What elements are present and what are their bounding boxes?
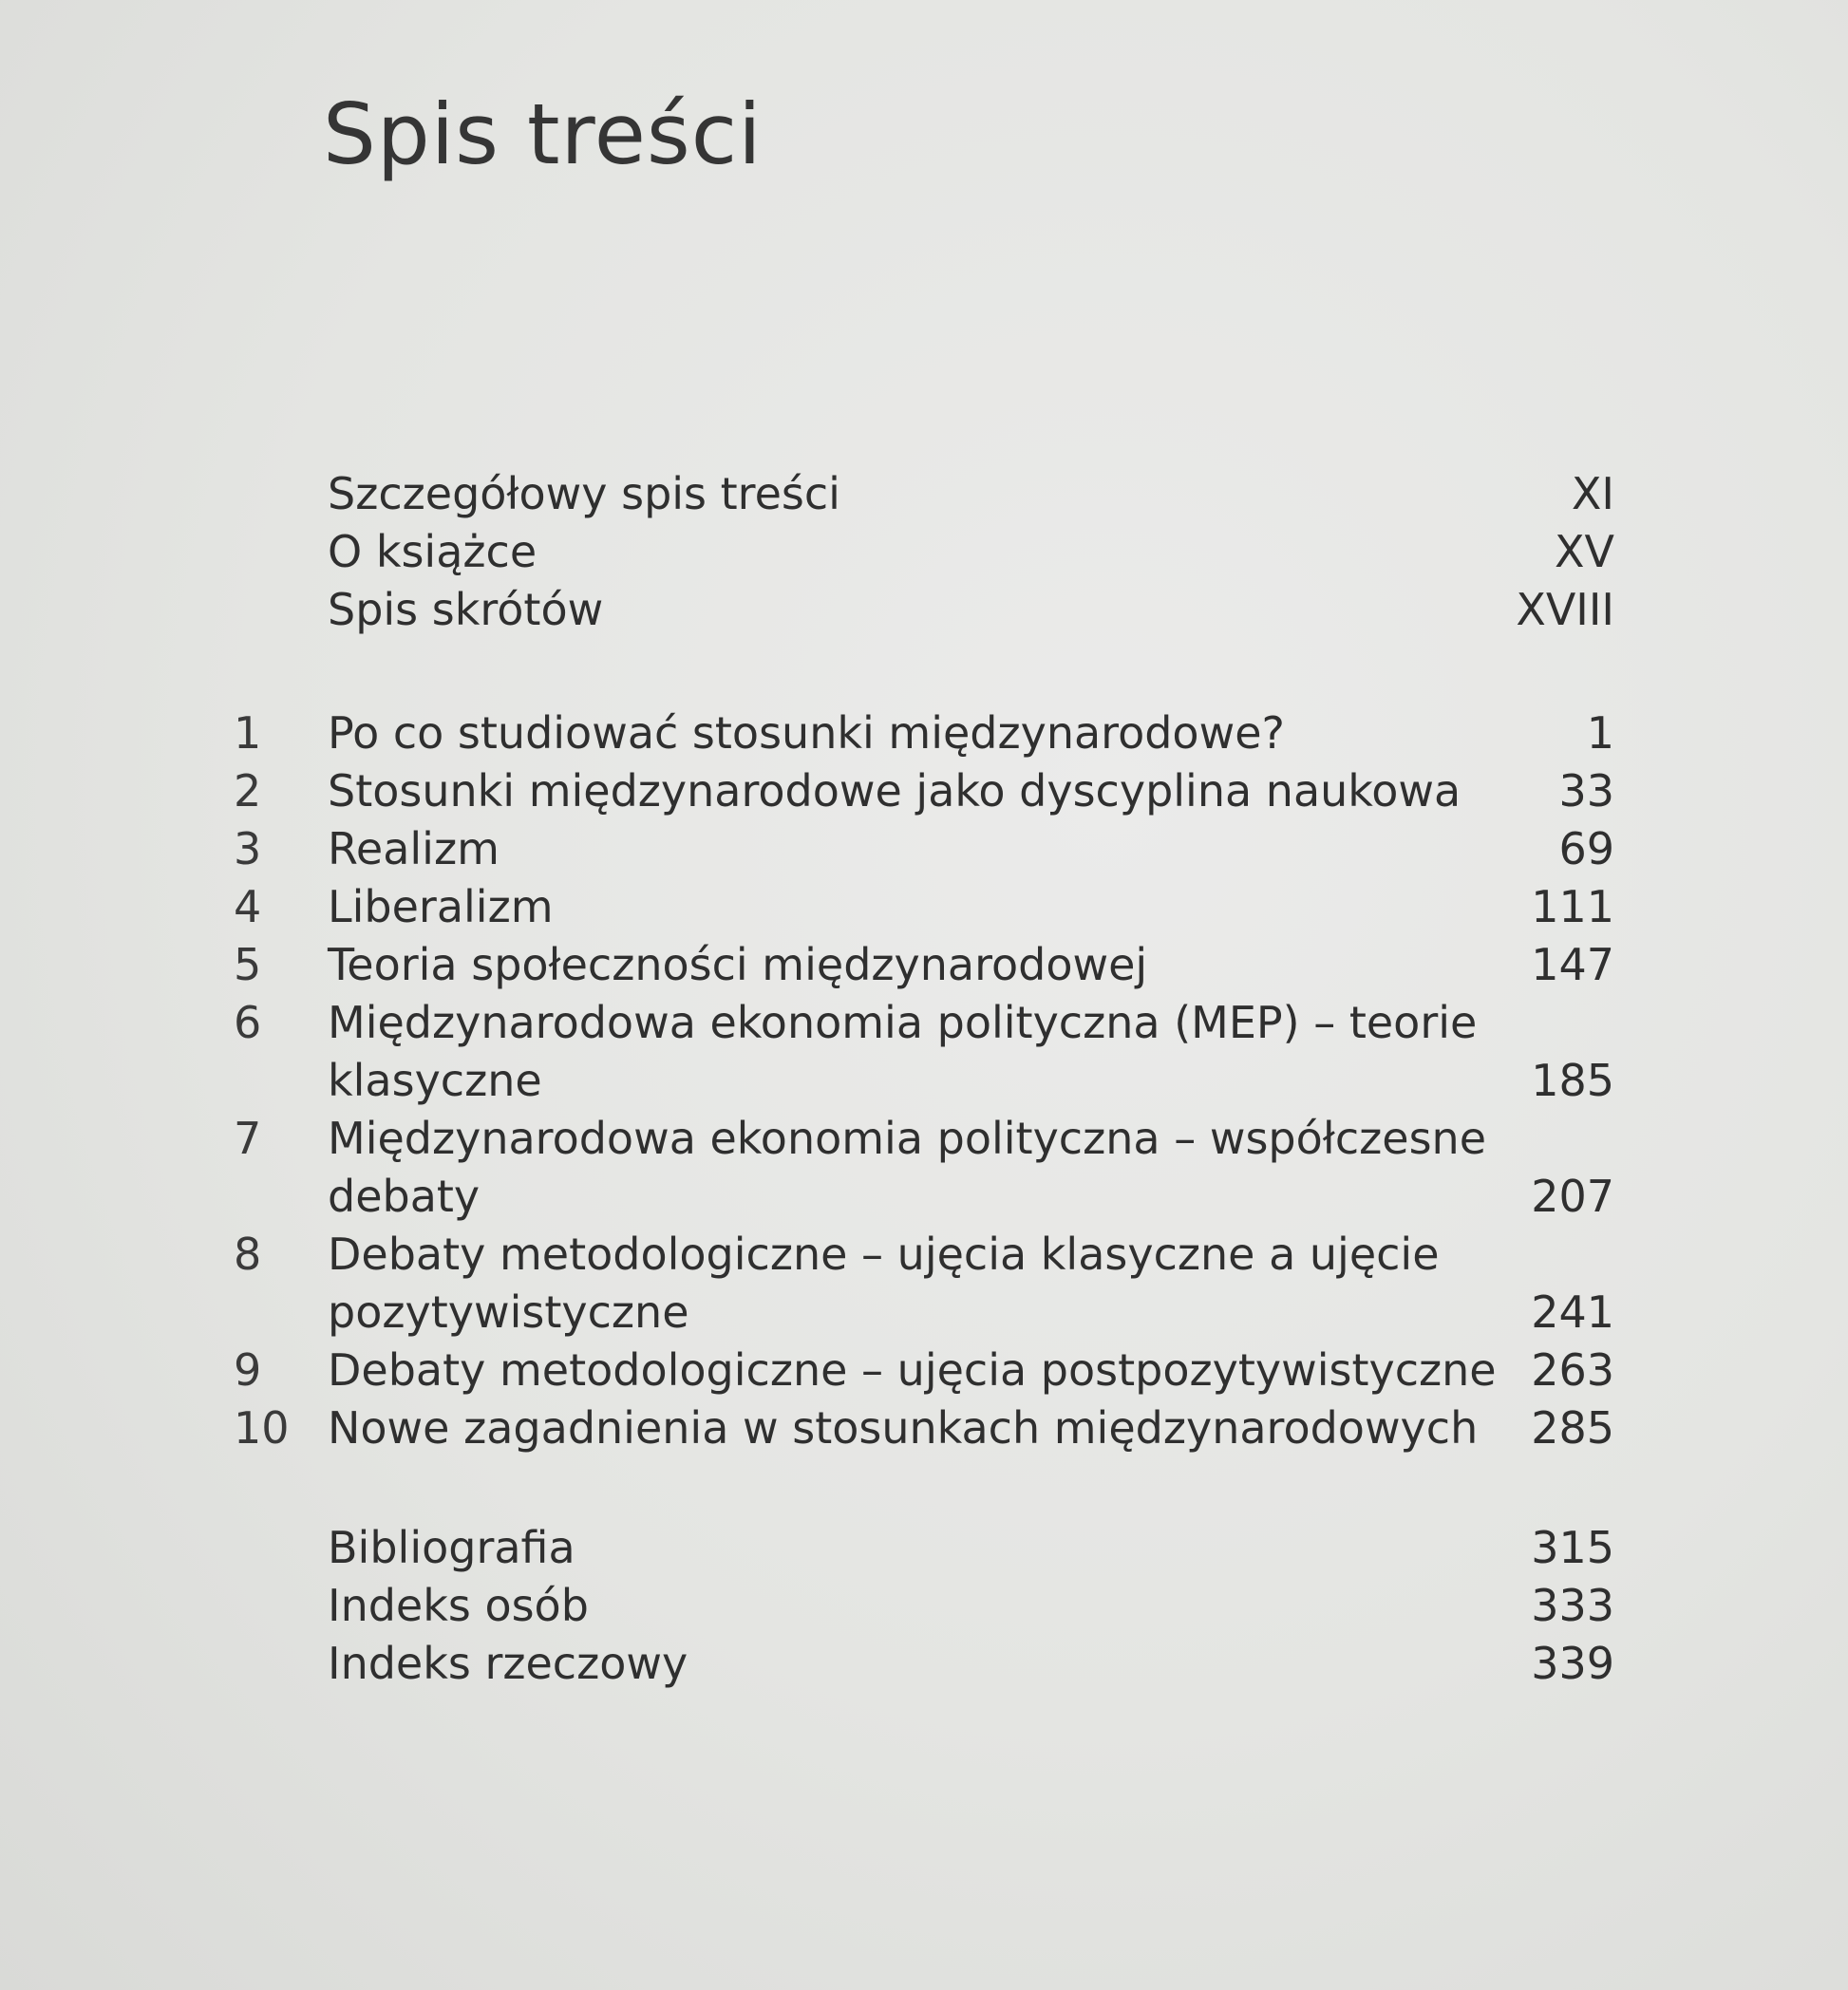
toc-entry-page: 339 (1531, 1638, 1614, 1689)
chapter-title-continued: pozytywistyczne (328, 1286, 689, 1338)
chapter-number: 8 (234, 1229, 262, 1280)
toc-entry-page: XI (1571, 468, 1614, 519)
chapter-number: 4 (234, 881, 262, 932)
chapter-page: 69 (1558, 823, 1614, 874)
toc-entry-label: Indeks osób (328, 1580, 589, 1631)
toc-entry-page: XVIII (1516, 584, 1614, 635)
chapter-page: 147 (1531, 939, 1614, 990)
toc-entry-label: Spis skrótów (328, 584, 604, 635)
chapter-title: Liberalizm (328, 881, 554, 932)
chapter-title: Nowe zagadnienia w stosunkach międzynarodowych (328, 1402, 1479, 1454)
chapter-page: 111 (1531, 881, 1614, 932)
chapter-page: 285 (1531, 1402, 1614, 1454)
toc-entry-label: Szczegółowy spis treści (328, 468, 840, 519)
chapter-page: 263 (1531, 1344, 1614, 1396)
chapter-title: Debaty metodologiczne – ujęcia postpozytywistyczne (328, 1344, 1497, 1396)
chapter-number: 10 (234, 1402, 290, 1454)
chapter-title: Międzynarodowa ekonomia polityczna – współczesne (328, 1113, 1486, 1164)
chapter-number: 5 (234, 939, 262, 990)
toc-entry-page: 315 (1531, 1522, 1614, 1573)
toc-entry-label: Bibliografia (328, 1522, 575, 1573)
chapter-page: 33 (1558, 765, 1614, 817)
chapter-title-continued: debaty (328, 1171, 481, 1222)
chapter-title: Teoria społeczności międzynarodowej (328, 939, 1148, 990)
chapter-number: 1 (234, 707, 262, 759)
chapter-title: Realizm (328, 823, 500, 874)
chapter-page: 241 (1531, 1286, 1614, 1338)
chapter-page: 185 (1531, 1055, 1614, 1106)
chapter-title: Debaty metodologiczne – ujęcia klasyczne a ujęcie (328, 1229, 1440, 1280)
chapter-title: Po co studiować stosunki międzynarodowe? (328, 707, 1285, 759)
chapter-number: 2 (234, 765, 262, 817)
toc-entry-label: Indeks rzeczowy (328, 1638, 688, 1689)
chapter-title: Stosunki międzynarodowe jako dyscyplina naukowa (328, 765, 1461, 817)
chapter-page: 1 (1586, 707, 1614, 759)
chapter-number: 6 (234, 997, 262, 1048)
chapter-title: Międzynarodowa ekonomia polityczna (MEP) – teorie (328, 997, 1478, 1048)
page-title: Spis treści (323, 85, 763, 183)
chapter-number: 3 (234, 823, 262, 874)
chapter-page: 207 (1531, 1171, 1614, 1222)
toc-entry-page: XV (1555, 526, 1614, 577)
chapter-number: 7 (234, 1113, 262, 1164)
toc-entry-page: 333 (1531, 1580, 1614, 1631)
toc-entry-label: O książce (328, 526, 537, 577)
chapter-title-continued: klasyczne (328, 1055, 542, 1106)
chapter-number: 9 (234, 1344, 262, 1396)
